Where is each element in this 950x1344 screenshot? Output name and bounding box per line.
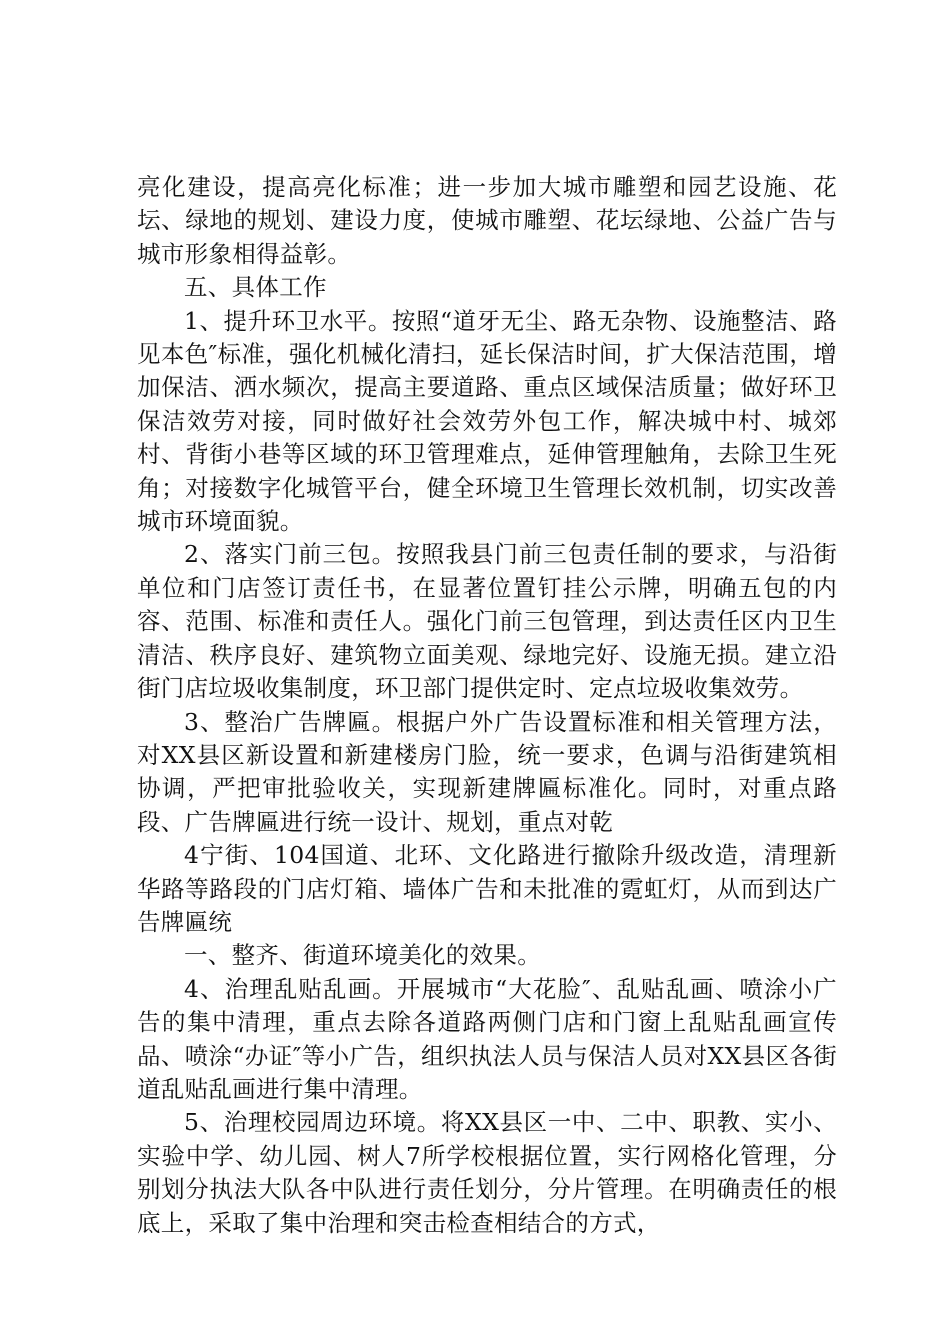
paragraph-item-3-continued: 4宁街、104国道、北环、文化路进行撤除升级改造，清理新华路等路段的门店灯箱、墙体广告和未批准的霓虹灯，从而到达广告牌匾统 xyxy=(137,841,837,936)
paragraph-item-3-end: 一、整齐、街道环境美化的效果。 xyxy=(184,941,541,970)
paragraph-intro: 亮化建设，提高亮化标准；进一步加大城市雕塑和园艺设施、花坛、绿地的规划、建设力度，使城市雕塑、花坛绿地、公益广告与城市形象相得益彰。 xyxy=(137,173,837,268)
section-heading-five: 五、具体工作 xyxy=(184,273,327,302)
paragraph-item-1: 1、提升环卫水平。按照“道牙无尘、路无杂物、设施整洁、路见本色″标准，强化机械化清扫，延长保洁时间，扩大保洁范围，增加保洁、洒水频次，提高主要道路、重点区域保洁质量；做好环卫保洁效劳对接，同时做好社会效劳外包工作，解决城中村、城郊村、背街小巷等区域的环卫管理难点，延伸管理触角，去除卫生死角；对接数字化城管平台，健全环境卫生管理长效机制，切实改善城市环境面貌。 xyxy=(137,306,837,536)
document-body xyxy=(137,171,837,1240)
paragraph-item-3: 3、整治广告牌匾。根据户外广告设置标准和相关管理方法，对XX县区新设置和新建楼房门脸，统一要求，色调与沿街建筑相协调，严把审批验收关，实现新建牌匾标准化。同时，对重点路段、广告牌匾进行统一设计、规划，重点对乾 xyxy=(137,707,837,836)
paragraph-item-5: 5、治理校园周边环境。将XX县区一中、二中、职教、实小、实验中学、幼儿园、树人7所学校根据位置，实行网格化管理，分别划分执法大队各中队进行责任划分，分片管理。在明确责任的根底上，采取了集中治理和突击检查相结合的方式， xyxy=(137,1108,837,1237)
paragraph-item-4: 4、治理乱贴乱画。开展城市“大花脸″、乱贴乱画、喷涂小广告的集中清理，重点去除各道路两侧门店和门窗上乱贴乱画宣传品、喷涂“办证″等小广告，组织执法人员与保洁人员对XX县区各街道乱贴乱画进行集中清理。 xyxy=(137,974,837,1103)
paragraph-item-2: 2、落实门前三包。按照我县门前三包责任制的要求，与沿街单位和门店签订责任书，在显著位置钉挂公示牌，明确五包的内容、范围、标准和责任人。强化门前三包管理，到达责任区内卫生清洁、秩序良好、建筑物立面美观、绿地完好、设施无损。建立沿街门店垃圾收集制度，环卫部门提供定时、定点垃圾收集效劳。 xyxy=(137,540,837,703)
